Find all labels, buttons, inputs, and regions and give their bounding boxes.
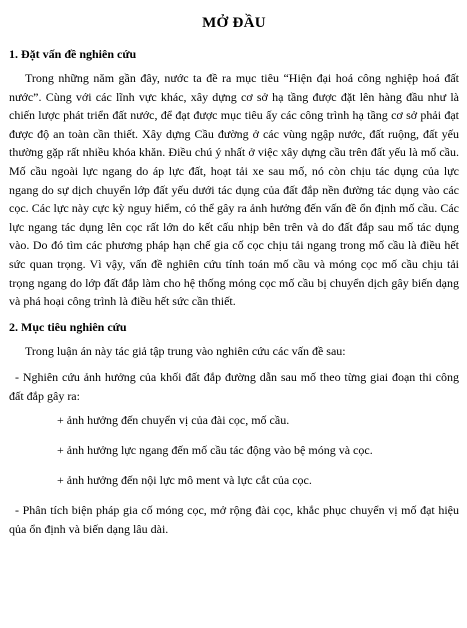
section-1-paragraph: Trong những năm gần đây, nước ta đề ra mục tiêu “Hiện đại hoá công nghiệp hoá đất nước”. Cùng với các lĩnh vực khác, xây dựng cơ sở hạ tầng được đặt lên hàng đầu như là chiến lược phát triển đất nước, để đạt được mục tiêu ấy các công trình hạ tầng cơ sở phải đạt được độ an toàn cần thiết. Xây dựng Cầu đường ở các vùng ngập nước, đất ruộng, đất yếu thường gặp rất nhiều khóa khăn. Điều chú ý nhất ở việc xây dựng cầu trên đất yếu là mố cầu. Mố cầu ngoài lực ngang do áp lực đất, hoạt tải xe sau mố, nó còn chịu tác dụng của lực ngang do sự dịch chuyển lớp đất yếu dưới tác dụng của đất đắp nền đường tác dụng vào các cọc. Các lực này cực kỳ nguy hiểm, có thể gây ra ảnh hưởng đến vấn đề ổn định mố cầu. Các lực ngang tác dụng lên cọc rất lớn do kết cấu nhịp bên trên và do đất đắp sau mố tác dụng vào. Do đó tìm các phương pháp hạn chế gia cố cọc chịu tải ngang trong mố cầu là điều hết sức quan trọng. Vì vậy, vấn đề nghiên cứu tính toán mố cầu và móng cọc mố cầu chịu tải trọng ngang do lớp đất đắp làm cho hệ thống móng cọc mố cầu bị chuyển dịch gây biến dạng và phá hoại công trình là điều hết sức cần thiết. [9, 71, 459, 309]
section-2-heading: 2. Mục tiêu nghiên cứu [9, 319, 127, 334]
section-2-intro: Trong luận án này tác giả tập trung vào nghiên cứu các vấn đề sau: [25, 343, 346, 358]
section-1-heading: 1. Đặt vấn đề nghiên cứu [9, 47, 137, 61]
page-title: MỞ ĐẦU [202, 15, 266, 31]
objective-item-1: - Nghiên cứu ảnh hưởng của khối đất đắp đường dẫn sau mố theo từng giai đoạn thi công đất đắp gây ra: [9, 369, 459, 404]
objective-subitem-1: + ảnh hưởng đến chuyển vị của đài cọc, mố cầu. [57, 412, 290, 427]
objective-subitem-3: + ảnh hưởng đến nội lực mô ment và lực cắt của cọc. [57, 472, 312, 487]
objective-item-2: - Phân tích biện pháp gia cố móng cọc, mở rộng đài cọc, khắc phục chuyển vị mố đạt hiệu qủa ổn định và biến dạng lâu dài. [9, 502, 459, 537]
objective-subitem-2: + ảnh hưởng lực ngang đến mố cầu tác động vào bệ móng và cọc. [57, 442, 373, 457]
